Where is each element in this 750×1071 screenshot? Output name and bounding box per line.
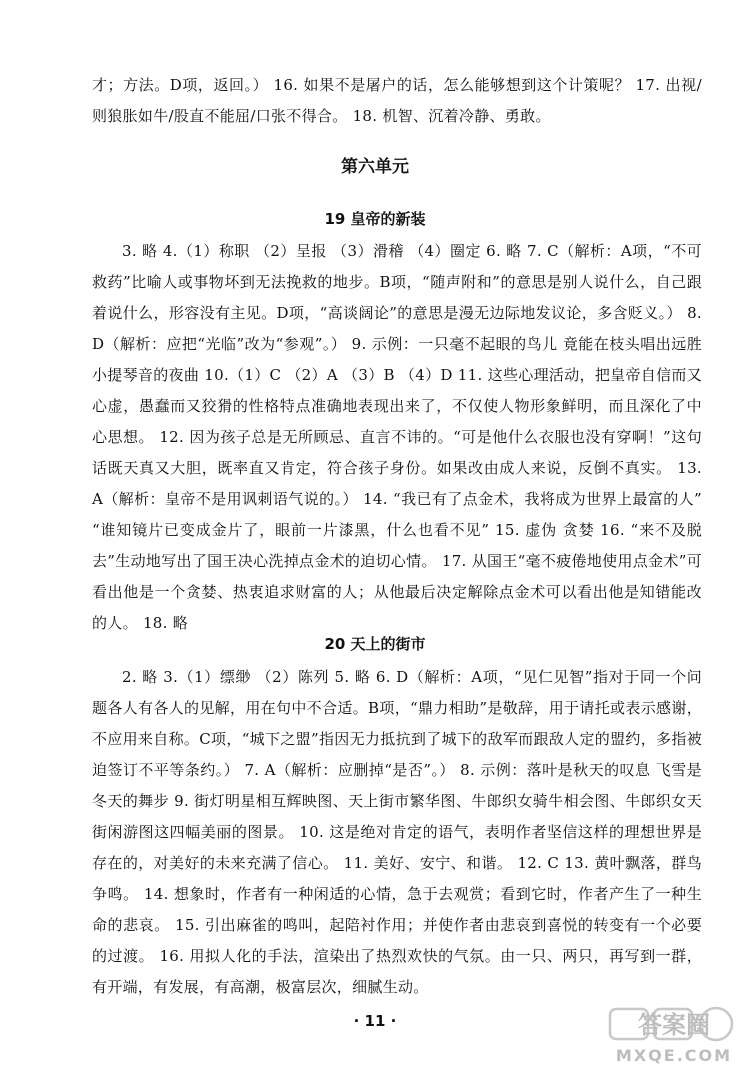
lesson-answers-19: 3. 略 4.（1）称职 （2）呈报 （3）滑稽 （4）圈定 6. 略 7. C（解析：A项，“不可救药”比喻人或事物坏到无法挽救的地步。B项，“随声附和”的意思是别人说什么，自己跟着说什么，形容没有主见。D项，“高谈阔论”的意思是漫无边际地发议论，多含贬义。） 8. D（解析：应把“光临”改为“参观”。） 9. 示例：一只毫不起眼的鸟儿 竟能在枝头唱出远胜小提琴音的夜曲 10.（1）C （2）A （3）B （4）D 11. 这些心理活动，把皇帝自信而又心虚，愚蠢而又狡猾的性格特点准确地表现出来了，不仅使人物形象鲜明，而且深化了中心思想。 12. 因为孩子总是无所顾忌、直言不讳的。“可是他什么衣服也没有穿啊！”这句话既天真又大胆，既率直又肯定，符合孩子身份。如果改由成人来说，反倒不真实。 13. A（解析：皇帝不是用讽刺语气说的。） 14. “我已有了点金术，我将成为世界上最富的人” “谁知镜片已变成金片了，眼前一片漆黑，什么也看不见” 15. 虚伪 贪婪 16. “来不及脱去”生动地写出了国王决心洗掉点金术的迫切心情。 17. 从国王“毫不疲倦地使用点金术”可看出他是一个贪婪、热衷追求财富的人；从他最后决定解除点金术可以看出他是知错能改的人。 18. 略: [92, 242, 702, 632]
lesson-title-20: 20 天上的街市: [324, 635, 426, 653]
watermark-logo-text: 答案圈: [638, 1011, 710, 1039]
watermark-logo-icon: [604, 1003, 744, 1067]
watermark-logo: [604, 1003, 744, 1067]
unit-title: 第六单元: [341, 157, 409, 177]
page-number: · 11 ·: [353, 1012, 397, 1030]
lesson-answers-20: 2. 略 3.（1）缥缈 （2）陈列 5. 略 6. D（解析：A项，“见仁见智”指对于同一个问题各人有各人的见解，用在句中不合适。B项，“鼎力相助”是敬辞，用于请托或表示感谢，不应用来自称。C项，“城下之盟”指因无力抵抗到了城下的敌军而跟敌人定的盟约，多指被迫签订不平等条约。） 7. A（解析：应删掉“是否”。） 8. 示例：落叶是秋天的叹息 飞雪是冬天的舞步 9. 街灯明星相互辉映图、天上街市繁华图、牛郎织女骑牛相会图、牛郎织女天街闲游图这四幅美丽的图景。 10. 这是绝对肯定的语气，表明作者坚信这样的理想世界是存在的，对美好的未来充满了信心。 11. 美好、安宁、和谐。 12. C 13. 黄叶飘落，群鸟争鸣。 14. 想象时，作者有一种闲适的心情，急于去观赏；看到它时，作者产生了一种生命的悲哀。 15. 引出麻雀的鸣叫，起陪衬作用；并使作者由悲哀到喜悦的转变有一个必要的过渡。 16. 用拟人化的手法，渲染出了热烈欢快的气氛。由一只、两只，再写到一群，有开端，有发展，有高潮，极富层次，细腻生动。: [92, 668, 702, 996]
answer-text-continued: 才；方法。D项，返回。） 16. 如果不是屠户的话，怎么能够想到这个计策呢？ 17. 出视/则狼胀如牛/股直不能屈/口张不得合。 18. 机智、沉着冷静、勇敢。: [92, 76, 702, 125]
watermark-url: MXQE.COM: [615, 1046, 733, 1065]
lesson-title-19: 19 皇帝的新装: [324, 210, 426, 228]
